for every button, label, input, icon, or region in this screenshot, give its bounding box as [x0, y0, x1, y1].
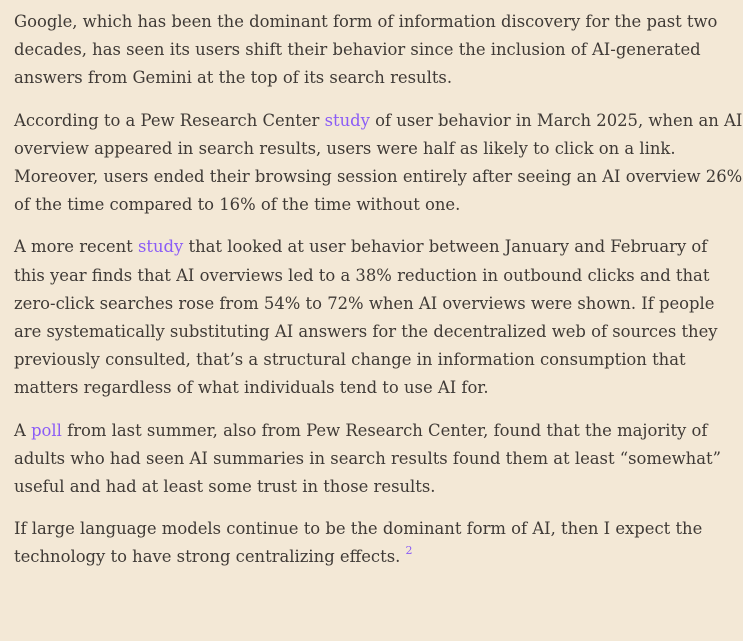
paragraph-text-after-link: that looked at user behavior between January and February of this year finds that AI overviews led to a 38% reduction in outbound clicks and that zero-click searches rose from 54% to 72% when AI overviews were shown. If people are systematically substituting AI answers for the decentralized web of sources they previously consulted, that’s a structural change in information consumption that matters regardless of what individuals tend to use AI for. — [14, 237, 718, 398]
footnote-number: 2 — [405, 543, 413, 557]
paragraph-google-behavior — [14, 8, 743, 93]
paragraph-text-after-link: from last summer, also from Pew Research Center, found that the majority of adults who had seen AI summaries in search results found them at least “somewhat” useful and had at least some trust in those results. — [14, 420, 721, 497]
paragraph-text: Google, which has been the dominant form of information discovery for the past two decades, has seen its users shift their behavior since the inclusion of AI-generated answers from Gemini at the top of its search results. — [14, 12, 718, 88]
paragraph-recent-study — [14, 233, 743, 402]
poll-link[interactable]: poll — [31, 420, 62, 440]
footnote-link[interactable] — [405, 543, 413, 566]
recent-study-link[interactable]: study — [137, 237, 184, 257]
paragraph-pew-study — [14, 107, 743, 220]
paragraph-text-after-link: of user behavior in March 2025, when an AI overview appeared in search results, users were half as likely to click on a link. Moreover, users ended their browsing session entirely after seeing an AI overview 26% of the time compared to 16% of the time without one. — [14, 110, 743, 215]
paragraph-centralizing-effects — [14, 515, 743, 571]
study-link[interactable]: study — [324, 110, 370, 130]
paragraph-text-before-link: According to a Pew Research Center — [14, 110, 325, 130]
paragraph-text-before-link: A — [14, 420, 32, 440]
paragraph-text-before-link: A more recent — [14, 237, 138, 257]
paragraph-pew-poll — [14, 417, 743, 502]
paragraph-text: If large language models continue to be the dominant form of AI, then I expect the technology to have strong centralizing effects. — [14, 519, 703, 567]
